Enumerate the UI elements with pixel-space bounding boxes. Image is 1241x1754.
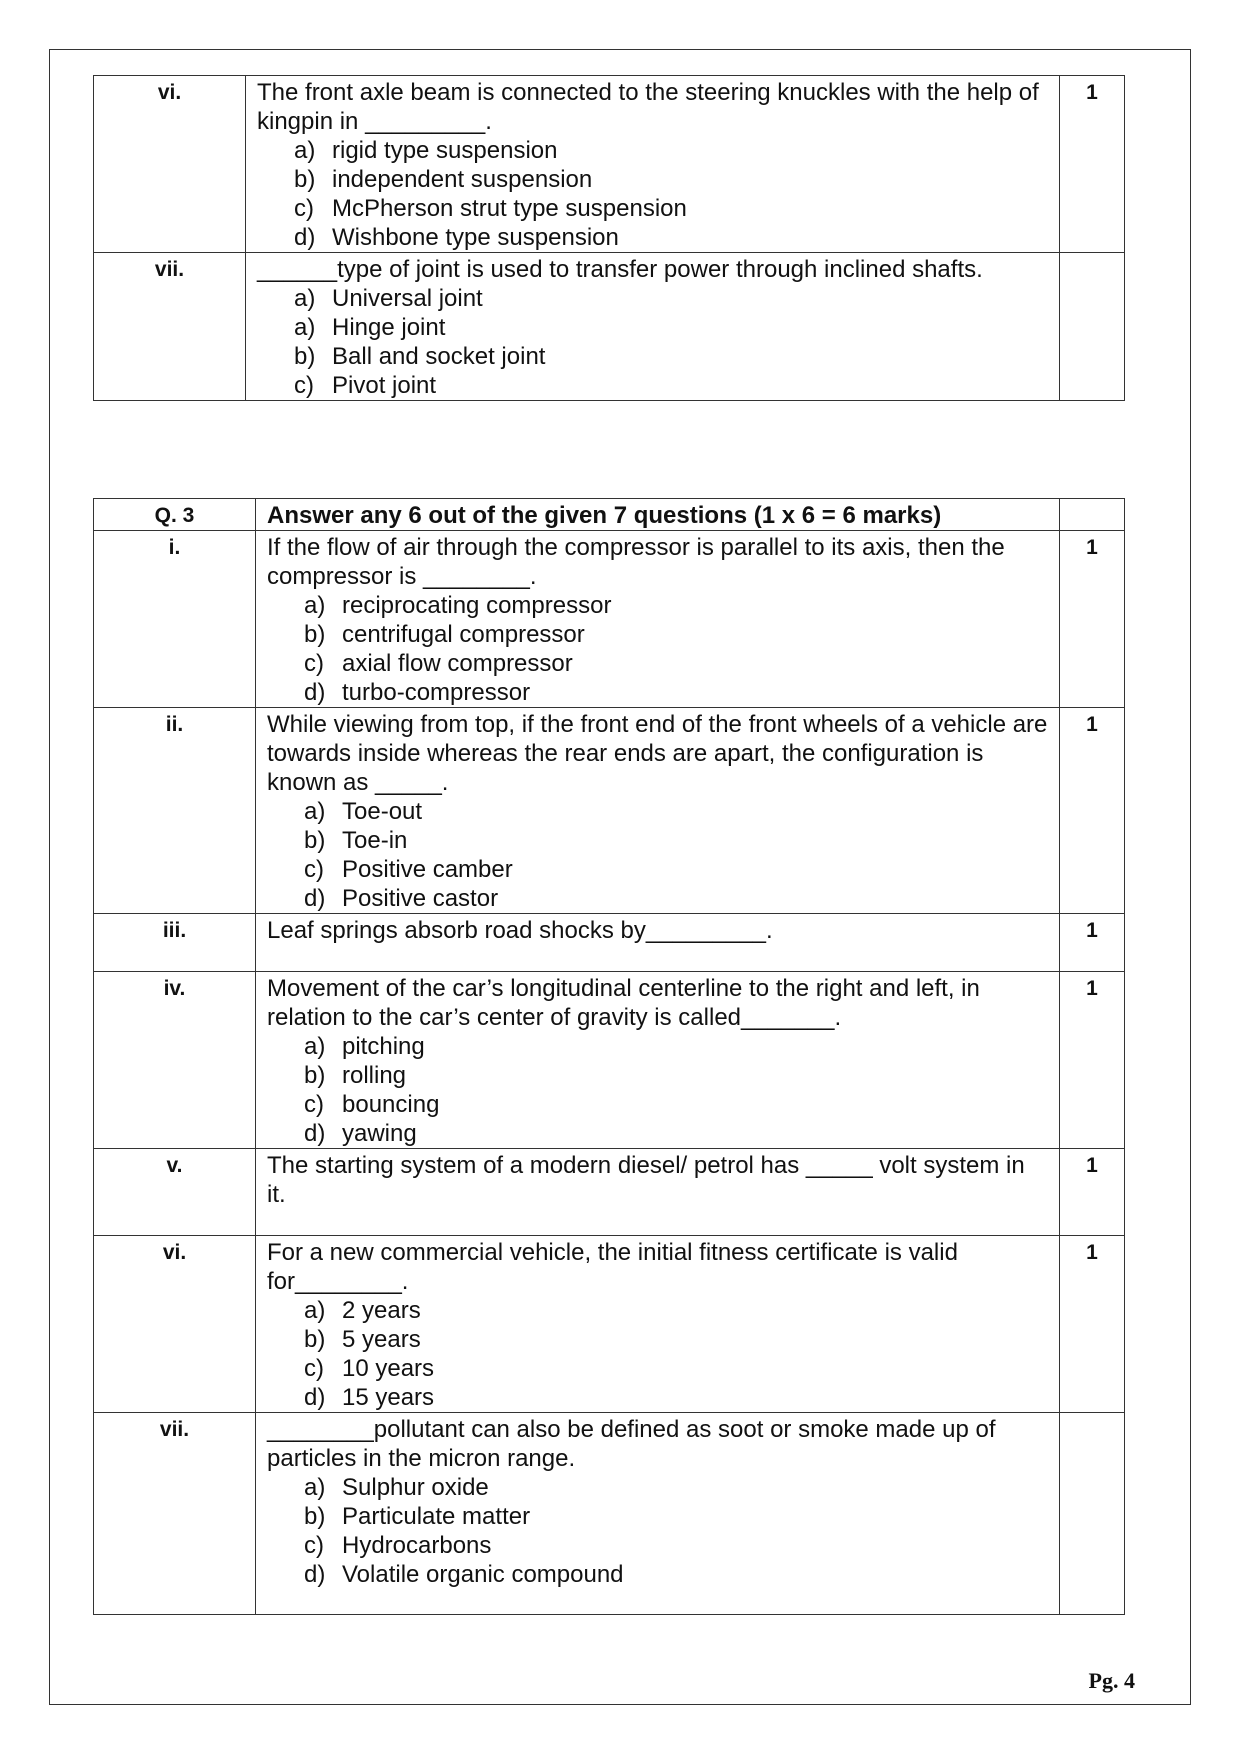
option-text: Hydrocarbons [342, 1532, 492, 1559]
question-number: ii. [94, 708, 256, 914]
option-label: a) [304, 1297, 326, 1324]
question-row [94, 1236, 1125, 1413]
question-text: While viewing from top, if the front end of the front wheels of a vehicle are towards inside whereas the rear ends are apart, the configuration is known as _____. [267, 711, 1048, 796]
option-label: c) [294, 372, 314, 399]
question-cell [246, 76, 1060, 253]
option-text: pitching [342, 1033, 425, 1060]
option-label: b) [294, 343, 316, 370]
question-text: The starting system of a modern diesel/ petrol has _____ volt system in it. [267, 1152, 1025, 1208]
question-cell [256, 1236, 1060, 1413]
option-label: d) [304, 885, 326, 912]
answer-option [267, 620, 1049, 649]
question-number: vi. [94, 76, 246, 253]
option-label: c) [304, 856, 324, 883]
option-text: Toe-in [342, 827, 408, 854]
question-text: The front axle beam is connected to the steering knuckles with the help of kingpin in _________. [257, 79, 1039, 135]
option-label: d) [304, 1561, 326, 1588]
marks-cell: 1 [1060, 914, 1125, 972]
question-row [94, 76, 1125, 253]
option-text: yawing [342, 1120, 417, 1147]
option-text: rigid type suspension [332, 137, 558, 164]
question-row [94, 531, 1125, 708]
marks-cell [1060, 253, 1125, 401]
answer-option [267, 1502, 1049, 1531]
marks-cell [1060, 499, 1125, 531]
question-cell [256, 972, 1060, 1149]
answer-option [257, 371, 1049, 400]
answer-option [267, 1090, 1049, 1119]
option-label: d) [294, 224, 316, 251]
question-row [94, 1413, 1125, 1615]
answer-option [267, 855, 1049, 884]
question-text: Movement of the car’s longitudinal centerline to the right and left, in relation to the car’s center of gravity is called_______. [267, 975, 980, 1031]
option-label: c) [304, 1355, 324, 1382]
question-text: Leaf springs absorb road shocks by_________. [267, 917, 773, 944]
answer-option [267, 1383, 1049, 1412]
answer-option [267, 591, 1049, 620]
option-text: Wishbone type suspension [332, 224, 619, 251]
option-label: a) [304, 592, 326, 619]
page-number: Pg. 4 [1088, 1668, 1135, 1693]
answer-option [267, 1061, 1049, 1090]
option-text: McPherson strut type suspension [332, 195, 687, 222]
option-text: Ball and socket joint [332, 343, 546, 370]
question-row [94, 914, 1125, 972]
option-text: turbo-compressor [342, 679, 531, 706]
option-text: Pivot joint [332, 372, 437, 399]
option-text: Particulate matter [342, 1503, 531, 1530]
answer-option [267, 1119, 1049, 1148]
option-label: b) [304, 1062, 326, 1089]
question-text: ______type of joint is used to transfer power through inclined shafts. [257, 256, 983, 283]
marks-cell: 1 [1060, 531, 1125, 708]
option-label: a) [294, 314, 316, 341]
answer-option [257, 284, 1049, 313]
answer-option [267, 826, 1049, 855]
option-text: Universal joint [332, 285, 483, 312]
section-instruction: Answer any 6 out of the given 7 questions (1 x 6 = 6 marks) [256, 499, 1060, 531]
question-cell [256, 914, 1060, 972]
answer-option [257, 313, 1049, 342]
answer-option [267, 1296, 1049, 1325]
question-number: iv. [94, 972, 256, 1149]
option-label: b) [304, 827, 326, 854]
option-text: 15 years [342, 1384, 435, 1411]
question-number: i. [94, 531, 256, 708]
answer-option [267, 678, 1049, 707]
option-label: b) [304, 621, 326, 648]
question-row [94, 708, 1125, 914]
option-label: a) [304, 1033, 326, 1060]
option-text: 10 years [342, 1355, 435, 1382]
option-label: d) [304, 1384, 326, 1411]
option-label: d) [304, 679, 326, 706]
option-label: c) [294, 195, 314, 222]
marks-cell: 1 [1060, 1236, 1125, 1413]
question-cell [256, 708, 1060, 914]
question-table-q3 [93, 498, 1125, 1615]
question-cell [246, 253, 1060, 401]
answer-option [267, 649, 1049, 678]
option-text: Hinge joint [332, 314, 446, 341]
question-table-q2-continued [93, 75, 1125, 401]
question-number: iii. [94, 914, 256, 972]
question-text: If the flow of air through the compressor is parallel to its axis, then the compressor is ________. [267, 534, 1005, 590]
marks-cell: 1 [1060, 1149, 1125, 1236]
answer-option [257, 342, 1049, 371]
option-text: bouncing [342, 1091, 440, 1118]
question-text: ________pollutant can also be defined as soot or smoke made up of particles in the micron range. [267, 1416, 996, 1472]
option-label: a) [294, 137, 316, 164]
question-number: vii. [94, 253, 246, 401]
option-label: b) [304, 1503, 326, 1530]
question-cell [256, 531, 1060, 708]
question-cell [256, 1413, 1060, 1615]
option-text: rolling [342, 1062, 407, 1089]
option-label: b) [304, 1326, 326, 1353]
option-text: reciprocating compressor [342, 592, 612, 619]
option-text: axial flow compressor [342, 650, 573, 677]
option-label: c) [304, 1532, 324, 1559]
question-cell [256, 1149, 1060, 1236]
option-text: Positive castor [342, 885, 499, 912]
answer-option [267, 1032, 1049, 1061]
option-label: b) [294, 166, 316, 193]
marks-cell: 1 [1060, 708, 1125, 914]
table-header-row [94, 499, 1125, 531]
option-label: d) [304, 1120, 326, 1147]
question-number: Q. 3 [94, 499, 256, 531]
answer-option [267, 797, 1049, 826]
option-label: c) [304, 650, 324, 677]
option-text: Volatile organic compound [342, 1561, 624, 1588]
option-text: Sulphur oxide [342, 1474, 489, 1501]
answer-option [267, 1473, 1049, 1502]
question-number: vii. [94, 1413, 256, 1615]
answer-option [257, 136, 1049, 165]
answer-option [257, 194, 1049, 223]
option-label: a) [304, 1474, 326, 1501]
option-text: Positive camber [342, 856, 513, 883]
question-row [94, 1149, 1125, 1236]
answer-option [267, 884, 1049, 913]
answer-option [267, 1560, 1049, 1589]
marks-cell: 1 [1060, 76, 1125, 253]
question-row [94, 253, 1125, 401]
option-label: c) [304, 1091, 324, 1118]
option-text: 5 years [342, 1326, 421, 1353]
option-text: 2 years [342, 1297, 421, 1324]
answer-option [257, 223, 1049, 252]
answer-option [267, 1354, 1049, 1383]
marks-cell: 1 [1060, 972, 1125, 1149]
question-text: For a new commercial vehicle, the initial fitness certificate is valid for________. [267, 1239, 958, 1295]
option-label: a) [294, 285, 316, 312]
answer-option [267, 1531, 1049, 1560]
option-label: a) [304, 798, 326, 825]
option-text: independent suspension [332, 166, 593, 193]
answer-option [267, 1325, 1049, 1354]
marks-cell [1060, 1413, 1125, 1615]
question-number: v. [94, 1149, 256, 1236]
option-text: Toe-out [342, 798, 423, 825]
option-text: centrifugal compressor [342, 621, 585, 648]
question-row [94, 972, 1125, 1149]
answer-option [257, 165, 1049, 194]
question-number: vi. [94, 1236, 256, 1413]
